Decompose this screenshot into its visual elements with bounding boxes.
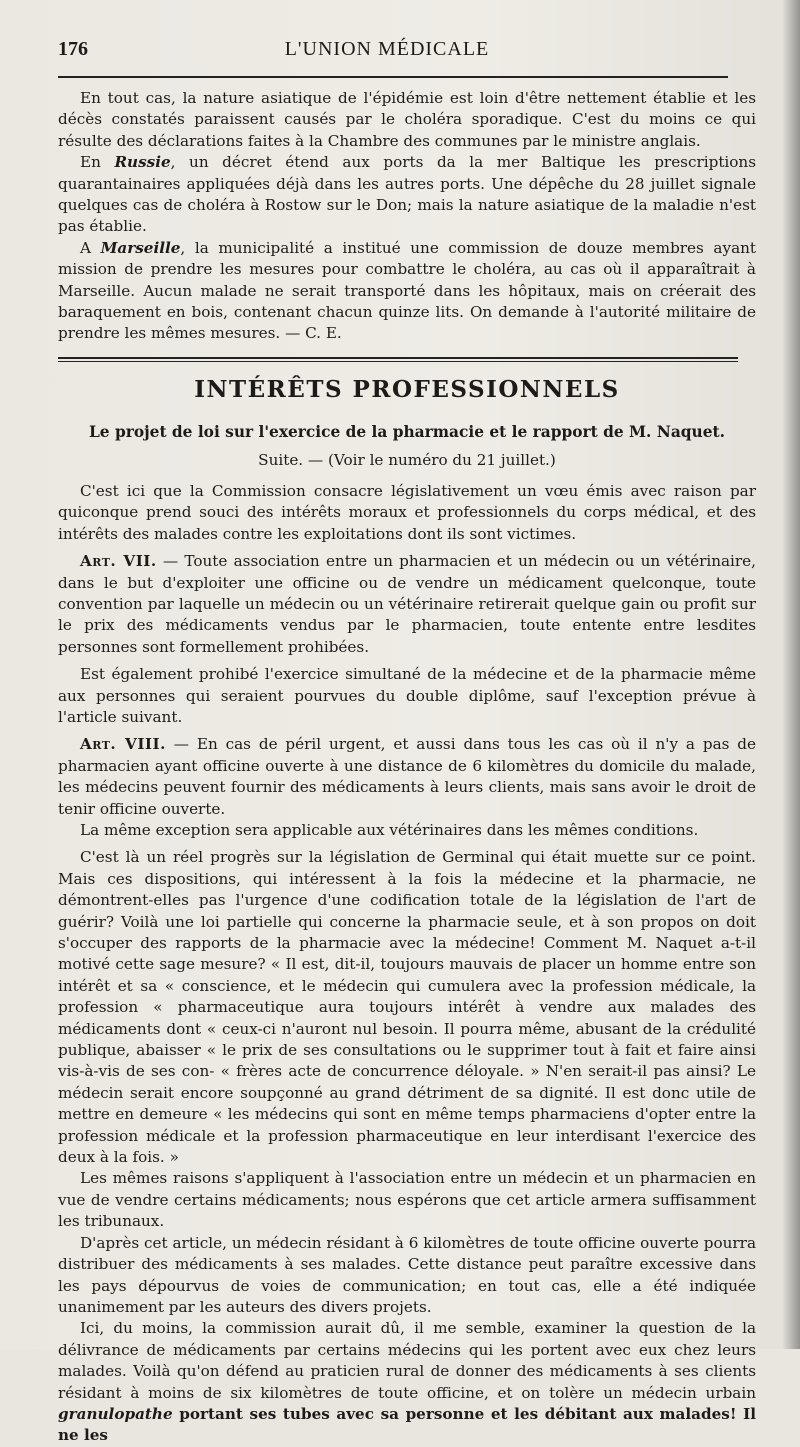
- running-title: L'UNION MÉDICALE: [284, 38, 490, 60]
- suite-note: Suite. — (Voir le numéro du 21 juillet.): [258, 450, 556, 469]
- article-label: Art. VIII.: [80, 735, 166, 754]
- place-russie: Russie: [114, 153, 171, 172]
- top-section: [58, 88, 756, 345]
- section-title: INTÉRÊTS PROFESSIONNELS: [194, 375, 620, 403]
- article-label: Art. VII.: [80, 552, 157, 571]
- paragraph: D'après cet article, un médecin résidant à 6 kilomètres de toute officine ouverte pourra distribuer des médicaments à ses malades. Cette distance peut paraître excessive dans les pays dépourvus de voies de communication; en tout cas, elle a été indiquée unanimement par les auteurs des divers projets.: [58, 1233, 756, 1316]
- paragraph: En tout cas, la nature asiatique de l'épidémie est loin d'être nettement établie et les décès constatés paraissent causés par le choléra sporadique. C'est du moins ce qui résulte des déclarations faites à la Chambre des communes par le ministre anglais.: [58, 89, 756, 150]
- place-marseille: Marseille: [100, 238, 181, 257]
- section-divider: [58, 357, 738, 362]
- page-header: [58, 38, 756, 68]
- paragraph: C'est là un réel progrès sur la législation de Germinal qui était muette sur ce point. Mais ces dispositions, qui intéressent à la fois la médecine et la pharmacie, ne démontrent-elles pas l'urgence d'une codification totale de la législation de l'art de guérir? Voilà une loi partielle qui concerne la pharmacie seule, et à son propos on doit s'occuper des rapports de la pharmacie avec la médecine! Comment M. Naquet a-t-il motivé cette sage mesure? « Il est, dit-il, toujours mauvais de placer un homme entre son intérêt et sa « conscience, et le médecin qui cumulera avec la profession médicale, la profession « pharmaceutique aura toujours intérêt à vendre aux malades des médicaments dont « ceux-ci n'auront nul besoin. Il pourra même, abusant de la crédulité publique, abaisser « le prix de ses consultations ou le supprimer tout à fait et faire ainsi vis-à-vis de ses con- « frères acte de concurrence déloyale. » N'en serait-il pas ainsi? Le médecin serait encore soupçonné au grand détriment de sa dignité. Il est donc utile de mettre en demeure « les médecins qui sont en même temps pharmaciens d'opter entre la profession médicale et la profession pharmaceutique en leur interdisant l'exercice des deux à la fois. »: [58, 848, 756, 1167]
- term-granulopathe: granulopathe: [58, 1404, 173, 1423]
- paragraph: Les mêmes raisons s'appliquent à l'association entre un médecin et un pharmacien en vue de vendre certains médicaments; nous espérons que cet article armera suffisamment les tribunaux.: [58, 1169, 756, 1231]
- article-title: Le projet de loi sur l'exercice de la pharmacie et le rapport de M. Naquet.: [88, 422, 725, 441]
- article-viii: Art. VIII. — En cas de péril urgent, et aussi dans tous les cas où il n'y a pas de pharmacien ayant officine ouverte à une distance de 6 kilomètres du domicile du malade, les médecins peuvent fournir des médicaments à leurs clients, mais sans avoir le droit de tenir officine ouverte.: [58, 735, 756, 818]
- article-body: [58, 481, 756, 1447]
- paragraph-russie: En Russie, un décret étend aux ports da la mer Baltique les prescriptions quarantainaires appliquées déjà dans les autres ports. Une dépêche du 28 juillet signale quelques cas de choléra à Rostow sur le Don; mais la nature asiatique de la maladie n'est pas établie.: [58, 153, 757, 236]
- article-vii: Art. VII. — Toute association entre un pharmacien et un médecin ou un vétérinaire, dans le but d'exploiter une officine ou de vendre un médicament quelconque, toute convention par laquelle un médecin ou un vétérinaire retirerait quelque gain ou profit sur le prix des médicaments vendus par le pharmacien, toute entente entre lesdites personnes sont formellement prohibées.: [58, 552, 756, 656]
- page-number: 176: [58, 38, 88, 60]
- header-rule: [58, 76, 728, 78]
- paragraph: Est également prohibé l'exercice simultané de la médecine et de la pharmacie même aux personnes qui seraient pourvues du double diplôme, sauf l'exception prévue à l'article suivant.: [58, 665, 756, 726]
- paragraph-last: Ici, du moins, la commission aurait dû, il me semble, examiner la question de la délivrance de médicaments par certains médecins qui les portent avec eux chez leurs malades. Voilà qu'on défend au praticien rural de donner des médicaments à ses clients résidant à moins de six kilomètres de toute officine, et on tolère un médecin urbain granulopathe portant ses tubes avec sa personne et les débitant aux malades! Il ne les: [58, 1319, 756, 1445]
- paragraph: La même exception sera applicable aux vétérinaires dans les mêmes conditions.: [80, 820, 699, 839]
- paragraph-marseille: A Marseille, la municipalité a institué une commission de douze membres ayant mission de prendre les mesures pour combattre le choléra, au cas où il apparaîtrait à Marseille. Aucun malade ne serait transporté dans les hôpitaux, mais on créerait des baraquement en bois, contenant chacun quinze lits. On demande à l'autorité militaire de prendre les mêmes mesures. — C. E.: [58, 238, 757, 343]
- paragraph: C'est ici que la Commission consacre législativement un vœu émis avec raison par quiconque prend souci des intérêts moraux et professionnels du corps médical, et des intérêts des malades contre les exploitations dont ils sont victimes.: [58, 481, 756, 543]
- page-edge-shadow: [782, 0, 800, 1349]
